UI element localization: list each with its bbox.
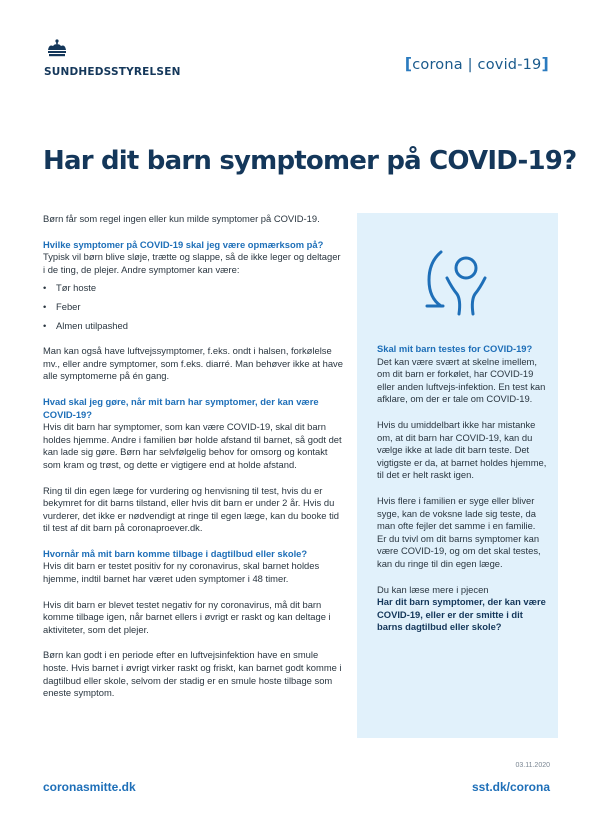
sidebar-text <box>377 343 547 647</box>
sidebar-paragraph: Hvis du umiddelbart ikke har mistanke om, at dit barn har COVID-19, kan du vælge ikke at lade dit barn teste. Det vigtigste er da, at barnet holdes hjemme, til det er helt raskt igen. <box>377 418 547 481</box>
question-what-to-do: Hvad skal jeg gøre, når mit barn har symptomer, der kan være COVID-19? <box>43 395 319 420</box>
sundhedsstyrelsen-logo <box>44 39 181 78</box>
brand-bracket-open: [ <box>404 54 413 73</box>
read-more-intro: Du kan læse mere i pjecen <box>377 583 489 595</box>
list-item: • Tør hoste <box>43 282 343 295</box>
positive-test-paragraph: Hvis dit barn er testet positiv for ny coronavirus, skal barnet holdes hjemme, indtil barnet har været uden symptomer i 48 timer. <box>43 560 320 585</box>
coronasmitte-link[interactable]: coronasmitte.dk <box>43 780 136 794</box>
brand-text: corona | covid-19 <box>412 57 542 73</box>
page-title: Har dit barn symptomer på COVID-19? <box>43 146 577 176</box>
call-doctor-paragraph: Ring til din egen læge for vurdering og henvisning til test, hvis du er bekymret for dit barns tilstand, eller hvis dit barn er under 2 år. Hvis du vurderer, det ikke er nødvendigt at ringe til egen læge, kan du booke tid til test af dit barn på coronaproever.dk. <box>43 484 340 534</box>
sidebar-question: Skal mit barn testes for COVID-19? <box>377 343 533 354</box>
publication-date: 03.11.2020 <box>515 762 550 769</box>
pamphlet-title: Har dit barn symptomer, der kan være COVID-19, eller er der smitte i dit barns dagtilbud eller skole? <box>377 596 546 633</box>
other-symptoms-paragraph: Man kan også have luftvejssymptomer, f.eks. ondt i halsen, forkølelse mv., eller andre symptomer, som f.eks. diarré. Man behøver ikke at have alle symptomerne på én gang. <box>43 345 343 382</box>
org-name: SUNDHEDSSTYRELSEN <box>44 66 181 78</box>
child-icon <box>419 240 499 318</box>
info-sidebar <box>357 213 558 738</box>
corona-covid-brand <box>405 54 549 73</box>
crown-icon <box>46 39 68 59</box>
sst-corona-link[interactable]: sst.dk/corona <box>471 780 550 794</box>
list-item: • Almen utilpashed <box>43 320 343 333</box>
list-item: • Feber <box>43 301 343 314</box>
symptoms-paragraph: Typisk vil børn blive sløje, trætte og slappe, så de ikke leger og deltager i de ting, de plejer. Andre symptomer kan være: <box>43 251 341 275</box>
sidebar-paragraph: Hvis flere i familien er syge eller bliver syge, kan de voksne lade sig teste, da man ofte fejler det samme i en familie. Er du tvivl om dit barns symptomer kan være COVID-19, og om det skal testes, kan du ringe til din egen læge. <box>377 494 541 569</box>
negative-test-paragraph: Hvis dit barn er blevet testet negativ for ny coronavirus, må dit barn komme tilbage igen, når barnet ellers i øvrigt er raskt og kan deltage i aktiviteter, som det plejer. <box>43 598 331 635</box>
stay-home-paragraph: Hvis dit barn har symptomer, som kan være COVID-19, skal dit barn holdes hjemme. Andre i familien bør holde afstand til barnet, så godt det kan lade sig gøre. Børn har selvfølgelig behov for omsorg og kontakt som kram og trøst, og dette er vigtigere end at holde afstand. <box>43 421 342 470</box>
read-more <box>377 584 547 634</box>
cough-paragraph: Børn kan godt i en periode efter en luftvejsinfektion have en smule hoste. Hvis barnet i øvrigt virker raskt og friskt, kan barnet godt komme i dagtilbud eller skole, selvom der stadig er en smule hoste tilbage som eneste symptom. <box>43 649 342 699</box>
question-return: Hvornår må mit barn komme tilbage i dagtilbud eller skole? <box>43 547 308 559</box>
brand-bracket-close: ] <box>541 54 549 73</box>
question-symptoms: Hvilke symptomer på COVID-19 skal jeg være opmærksom på? <box>43 238 324 250</box>
symptom-list <box>43 282 343 332</box>
intro-paragraph: Børn får som regel ingen eller kun milde symptomer på COVID-19. <box>43 213 320 224</box>
sidebar-paragraph: Det kan være svært at skelne imellem, om dit barn er forkølet, har COVID-19 eller anden luftvejs-infektion. En test kan afklare, om der er tale om COVID-19. <box>377 355 546 405</box>
main-column <box>43 213 343 713</box>
